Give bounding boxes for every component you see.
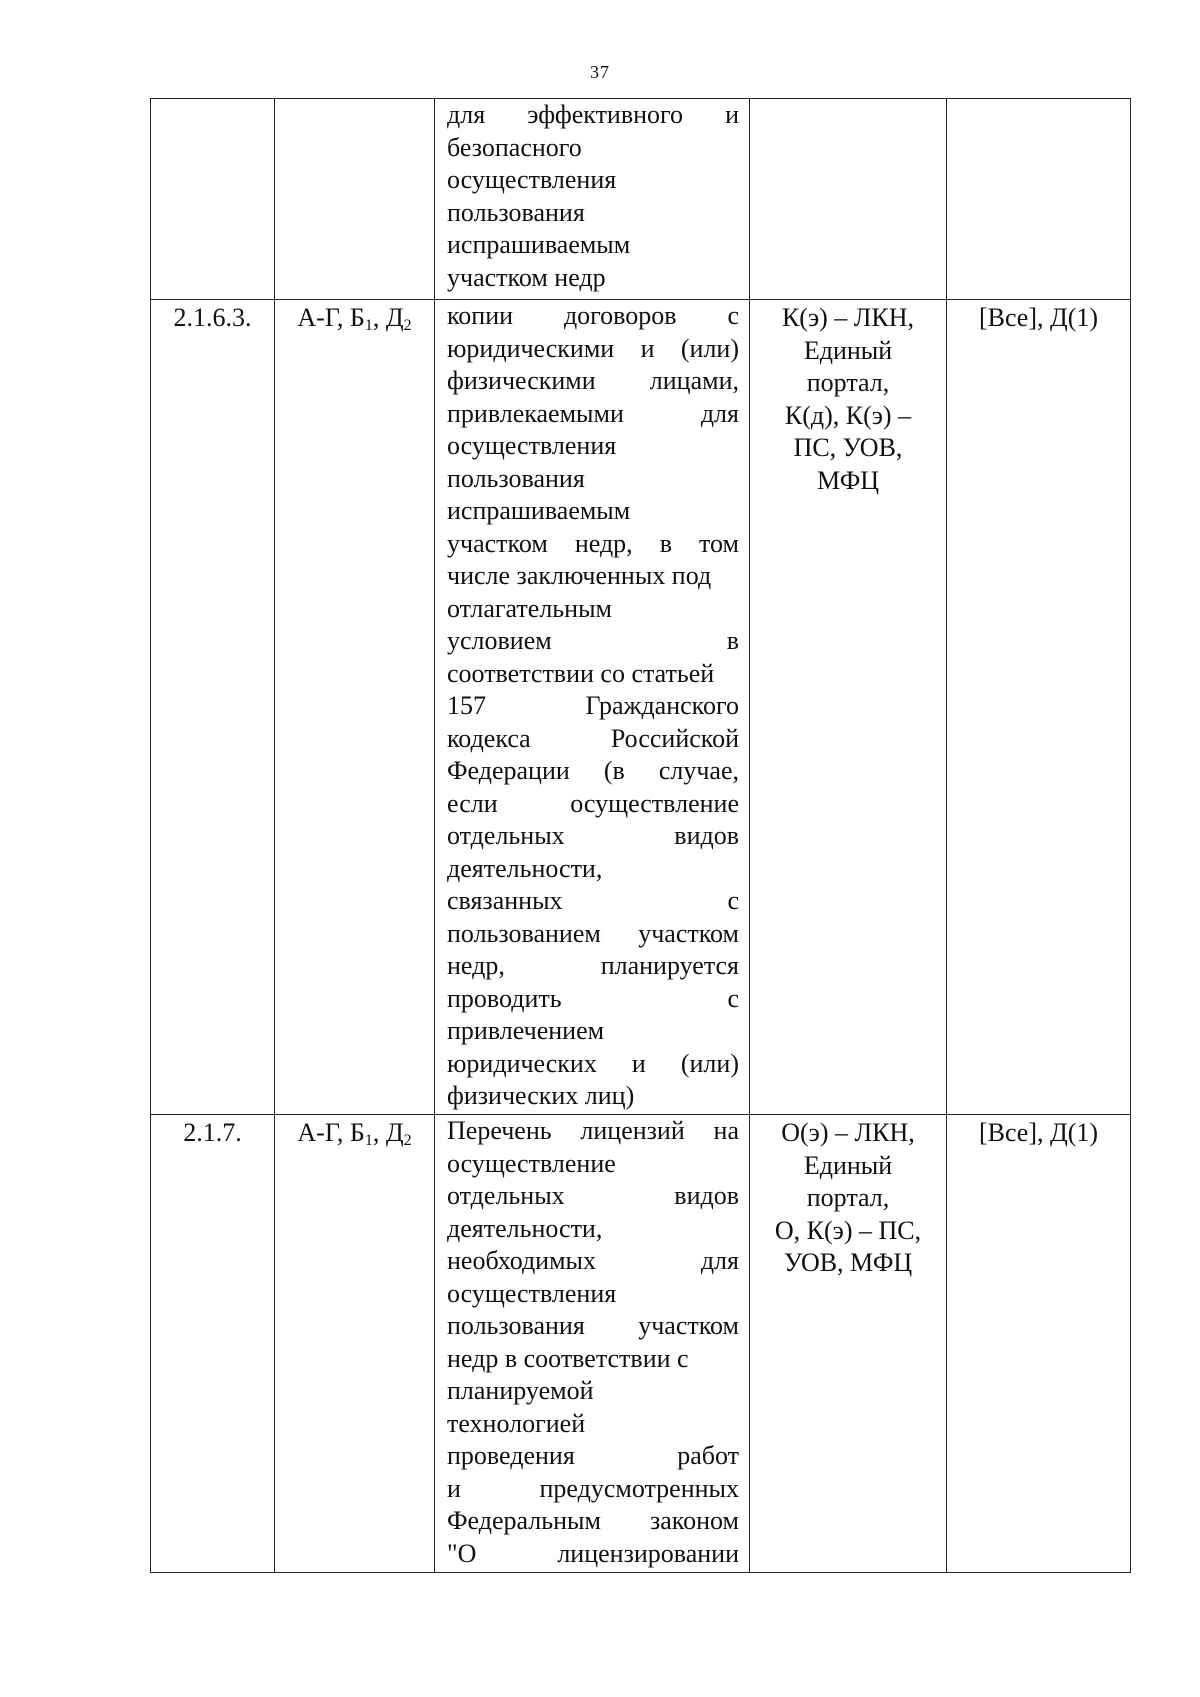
description-line: Перечень лицензий на	[447, 1116, 739, 1145]
submission-method-line: О(э) – ЛКН,	[781, 1118, 915, 1147]
description-line: необходимых для	[447, 1246, 739, 1275]
description-line: условием в	[447, 626, 739, 655]
description-line: соответствии со статьей	[447, 658, 715, 688]
description-line: связанных с	[447, 886, 739, 915]
submission-method-cell	[750, 99, 947, 300]
applicability-cell	[947, 99, 1131, 300]
description-line: отдельных видов	[447, 1181, 739, 1210]
submission-method-line: Единый	[803, 1150, 893, 1180]
description-line: деятельности,	[447, 1213, 603, 1243]
description-line: проводить с	[447, 983, 739, 1013]
description-line: планируемой	[447, 1376, 594, 1405]
description-line: безопасного	[447, 132, 582, 162]
table-row	[151, 99, 1131, 300]
description-line: числе заключенных под	[447, 561, 712, 590]
description-line: юридическими и (или)	[447, 333, 739, 363]
description-line: испрашиваемым	[447, 496, 631, 525]
row-number-cell: 2.1.7.	[151, 1115, 275, 1573]
description-line: отдельных видов	[447, 821, 739, 850]
description-line: пользованием участком	[447, 918, 739, 948]
description-line: деятельности,	[447, 853, 603, 883]
applicability-cell: [Все], Д(1)	[947, 1115, 1131, 1573]
document-description-cell	[435, 300, 750, 1115]
applicant-code-cell: А-Г, $Б_1$, $Д_2$	[275, 1115, 435, 1573]
submission-method-line: УОВ, МФЦ	[783, 1248, 913, 1277]
description-line: копии договоров с	[447, 301, 739, 330]
description-line: физических лиц)	[447, 1081, 635, 1110]
document-description-cell	[435, 1115, 750, 1573]
description-line: кодекса Российской	[447, 723, 739, 753]
document-description-cell	[435, 99, 750, 300]
description-line: "О лицензировании	[447, 1538, 739, 1568]
description-line: привлечением	[447, 1016, 605, 1045]
description-line: пользования	[447, 463, 585, 493]
table-row	[151, 300, 1131, 1115]
applicability-cell: [Все], Д(1)	[947, 300, 1131, 1115]
description-line: испрашиваемым	[447, 230, 631, 259]
description-line: участком недр	[447, 262, 606, 292]
submission-method-line: портал,	[806, 1183, 890, 1212]
row-number-cell	[151, 99, 275, 300]
description-line: для эффективного и	[447, 100, 739, 129]
description-line: недр, планируется	[447, 951, 739, 980]
submission-method-line: портал,	[806, 368, 890, 397]
description-line: проведения работ	[447, 1441, 739, 1470]
submission-method-cell	[750, 1115, 947, 1573]
description-line: отлагательным	[447, 593, 612, 623]
description-line: участком недр, в том	[447, 528, 739, 558]
description-line: Федерации (в случае,	[447, 756, 739, 785]
description-line: осуществления	[447, 165, 617, 194]
submission-method-line: О, К(э) – ПС,	[774, 1215, 922, 1245]
submission-method-cell	[750, 300, 947, 1115]
description-line: Федеральным законом	[447, 1506, 739, 1535]
description-line: физическими лицами,	[447, 366, 739, 395]
description-line: осуществления	[447, 431, 617, 460]
description-line: пользования	[447, 197, 585, 227]
description-line: привлекаемыми для	[447, 398, 739, 428]
description-line: осуществление	[447, 1148, 616, 1178]
description-line: недр в соответствии с	[447, 1343, 689, 1373]
description-line: 157 Гражданского	[447, 691, 739, 720]
description-line: и предусмотренных	[447, 1473, 739, 1503]
description-line: технологией	[447, 1408, 586, 1438]
page-number: 37	[590, 62, 610, 82]
description-line: юридических и (или)	[447, 1048, 739, 1078]
requirements-table	[150, 98, 1131, 1573]
applicant-code-cell	[275, 99, 435, 300]
description-line: осуществления	[447, 1278, 617, 1308]
submission-method-line: ПС, УОВ,	[793, 433, 903, 462]
row-number-cell: 2.1.6.3.	[151, 300, 275, 1115]
table-row	[151, 1115, 1131, 1573]
submission-method-line: К(д), К(э) –	[784, 400, 912, 430]
submission-method-line: МФЦ	[816, 465, 880, 495]
submission-method-line: Единый	[803, 335, 893, 365]
submission-method-line: К(э) – ЛКН,	[781, 303, 915, 332]
description-line: пользования участком	[447, 1311, 739, 1340]
description-line: если осуществление	[447, 788, 739, 818]
applicant-code-cell: А-Г, $Б_1$, $Д_2$	[275, 300, 435, 1115]
